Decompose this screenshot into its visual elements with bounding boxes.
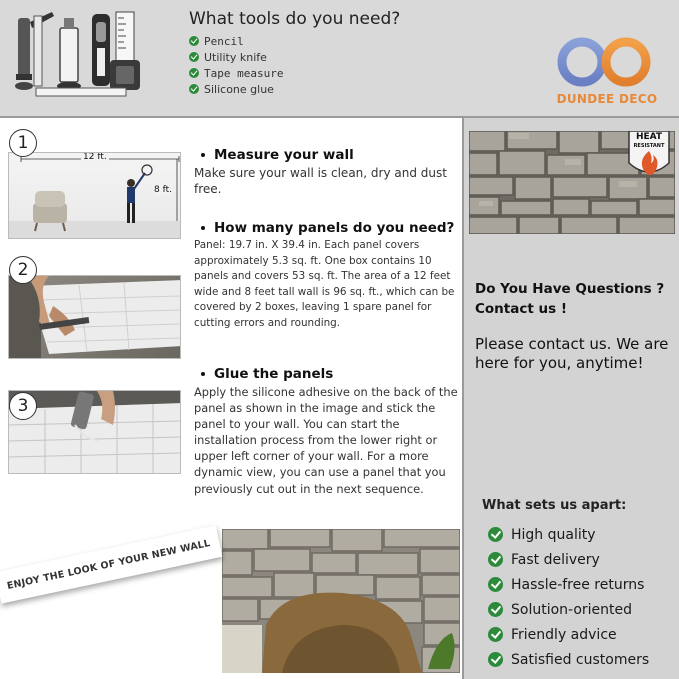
apart-title: What sets us apart: [482,498,627,513]
bullet-icon [201,372,205,376]
right-panel [462,118,679,679]
badge-line-2: RESISTANT [633,143,665,149]
apart-label: High quality [511,526,596,543]
tools-title: What tools do you need? [189,9,401,29]
step-2-image [8,275,181,359]
list-item [488,522,649,547]
list-item [189,65,283,81]
tools-list [189,33,283,97]
tool-label: Pencil [204,34,244,48]
section-body: Apply the silicone adhesive on the back of the panel as shown in the image and stick the panel to your wall. You can start the installation process from the lower right or upper left corner of your wall. For a more dynamic view, you can use a panel that you previously cut out in the next sequence. [194,385,458,496]
questions-text: Please contact us. We are here for you, anytime! [475,335,669,372]
step-number-3: 3 [9,392,37,420]
list-item [488,547,649,572]
section-body: Make sure your wall is clean, dry and dust free. [194,166,447,196]
list-item [488,647,649,672]
check-icon [488,527,503,542]
list-item [488,597,649,622]
check-icon [488,552,503,567]
badge-line-1: HEAT [635,132,663,142]
step-number-1: 1 [9,129,37,157]
heat-resistant-badge [627,131,671,179]
check-icon [189,36,199,46]
list-item [488,622,649,647]
apart-list [488,522,649,672]
list-item [488,572,649,597]
stone-wall-room-illustration [222,529,460,673]
section-measure [194,147,460,197]
check-icon [488,627,503,642]
section-glue [194,366,460,497]
apart-label: Fast delivery [511,551,600,568]
apart-label: Hassle-free returns [511,576,645,593]
step-number-2: 2 [9,256,37,284]
list-item [189,49,283,65]
apart-label: Friendly advice [511,626,617,643]
list-item [189,33,283,49]
tool-label: Silicone glue [204,82,274,96]
check-icon [488,652,503,667]
check-icon [189,68,199,78]
check-icon [189,84,199,94]
bullet-icon [201,153,205,157]
width-label: 12 ft. [83,152,107,162]
apart-label: Solution-oriented [511,601,633,618]
cutting-panel-illustration [9,276,181,359]
section-title: How many panels do you need? [214,220,455,236]
header-banner [0,0,679,118]
check-icon [189,52,199,62]
list-item [189,81,283,97]
measure-wall-illustration [9,153,181,239]
room-photo [222,529,460,673]
step-1-image [8,152,181,239]
section-panel-count [194,220,460,332]
apart-label: Satisfied customers [511,651,650,668]
section-title: Measure your wall [214,147,354,163]
check-icon [488,602,503,617]
brand-name: DUNDEE DECO [556,92,658,106]
tools-illustration [14,8,154,100]
section-title: Glue the panels [214,366,334,382]
bullet-icon [201,226,205,230]
tool-label: Tape measure [204,66,284,80]
check-icon [488,577,503,592]
tool-label: Utility knife [204,50,267,64]
questions-title: Do You Have Questions ? Contact us ! [475,281,665,317]
stone-panel-sample [469,131,675,234]
height-label: 8 ft. [154,185,172,195]
enjoy-ribbon: ENJOY THE LOOK OF YOUR NEW WALL [0,525,222,603]
section-body: Panel: 19.7 in. X 39.4 in. Each panel covers approximately 5.3 sq. ft. One box contains 10 panels and covers 53 sq. ft. The area of a 12 feet wide and 8 feet tall wall is 96 sq. ft., which can be covered by 2 boxes, leaving 1 spare panel for cutting errors and rounding. [194,239,455,329]
